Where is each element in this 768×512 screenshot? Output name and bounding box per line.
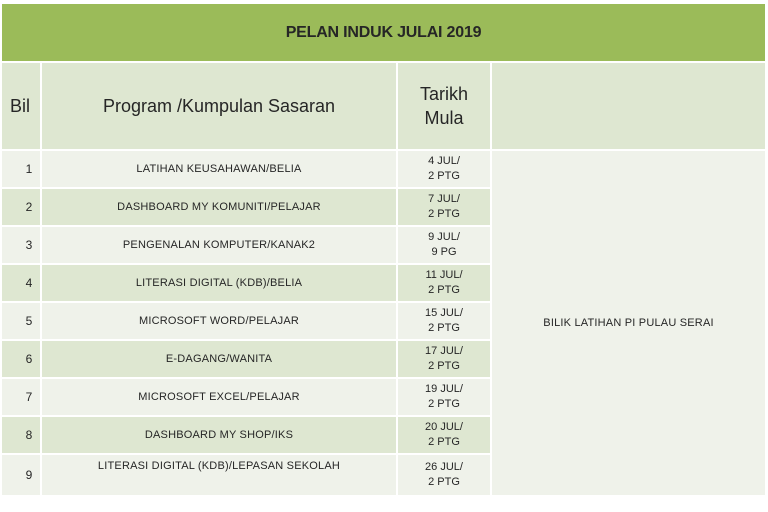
row-date-day: 26 JUL/: [425, 461, 463, 473]
header-bil: Bil: [1, 62, 41, 150]
row-program: DASHBOARD MY KOMUNITI/PELAJAR: [41, 188, 397, 226]
row-date-time: 2 PTG: [428, 398, 460, 410]
row-date-time: 2 PTG: [428, 208, 460, 220]
header-lokasi: [491, 62, 766, 150]
row-bil: 3: [1, 226, 41, 264]
row-date-time: 2 PTG: [428, 436, 460, 448]
row-date-day: 15 JUL/: [425, 307, 463, 319]
row-date-day: 11 JUL/: [425, 269, 463, 281]
row-date-day: 17 JUL/: [425, 345, 463, 357]
row-bil: 8: [1, 416, 41, 454]
row-date-day: 9 JUL/: [428, 231, 460, 243]
header-tarikh: [397, 62, 491, 150]
row-date-time: 2 PTG: [428, 284, 460, 296]
slide: [0, 2, 765, 507]
row-date: [397, 188, 491, 226]
row-date: [397, 340, 491, 378]
row-program: LATIHAN KEUSAHAWAN/BELIA: [41, 150, 397, 188]
row-program: LITERASI DIGITAL (KDB)/BELIA: [41, 264, 397, 302]
row-date: [397, 454, 491, 496]
row-program: PENGENALAN KOMPUTER/KANAK2: [41, 226, 397, 264]
table-row: [1, 150, 766, 188]
row-date-time: 2 PTG: [428, 322, 460, 334]
row-date: [397, 226, 491, 264]
row-date-day: 4 JUL/: [428, 155, 460, 167]
row-program: MICROSOFT WORD/PELAJAR: [41, 302, 397, 340]
row-bil: 4: [1, 264, 41, 302]
row-date: [397, 416, 491, 454]
row-date-time: 2 PTG: [428, 360, 460, 372]
row-date: [397, 378, 491, 416]
header-program: Program /Kumpulan Sasaran: [41, 62, 397, 150]
row-program: LITERASI DIGITAL (KDB)/LEPASAN SEKOLAH: [41, 454, 397, 496]
row-bil: 7: [1, 378, 41, 416]
header-tarikh-line2: Mula: [424, 108, 464, 128]
row-date-day: 19 JUL/: [425, 383, 463, 395]
plan-table: [0, 2, 767, 497]
row-program: DASHBOARD MY SHOP/IKS: [41, 416, 397, 454]
row-program: MICROSOFT EXCEL/PELAJAR: [41, 378, 397, 416]
row-bil: 1: [1, 150, 41, 188]
row-date-time: 9 PG: [431, 246, 457, 258]
header-row: [1, 62, 766, 150]
row-bil: 5: [1, 302, 41, 340]
row-program: E-DAGANG/WANITA: [41, 340, 397, 378]
row-bil: 6: [1, 340, 41, 378]
page-title: PELAN INDUK JULAI 2019: [1, 3, 766, 62]
title-row: [1, 3, 766, 62]
row-bil: 2: [1, 188, 41, 226]
row-date: [397, 302, 491, 340]
row-date-day: 20 JUL/: [425, 421, 463, 433]
row-date: [397, 150, 491, 188]
location-cell: BILIK LATIHAN PI PULAU SERAI: [491, 150, 766, 496]
row-date-time: 2 PTG: [428, 170, 460, 182]
row-date: [397, 264, 491, 302]
row-date-time: 2 PTG: [428, 476, 460, 488]
row-date-day: 7 JUL/: [428, 193, 460, 205]
row-bil: 9: [1, 454, 41, 496]
header-tarikh-line1: Tarikh: [419, 84, 468, 104]
